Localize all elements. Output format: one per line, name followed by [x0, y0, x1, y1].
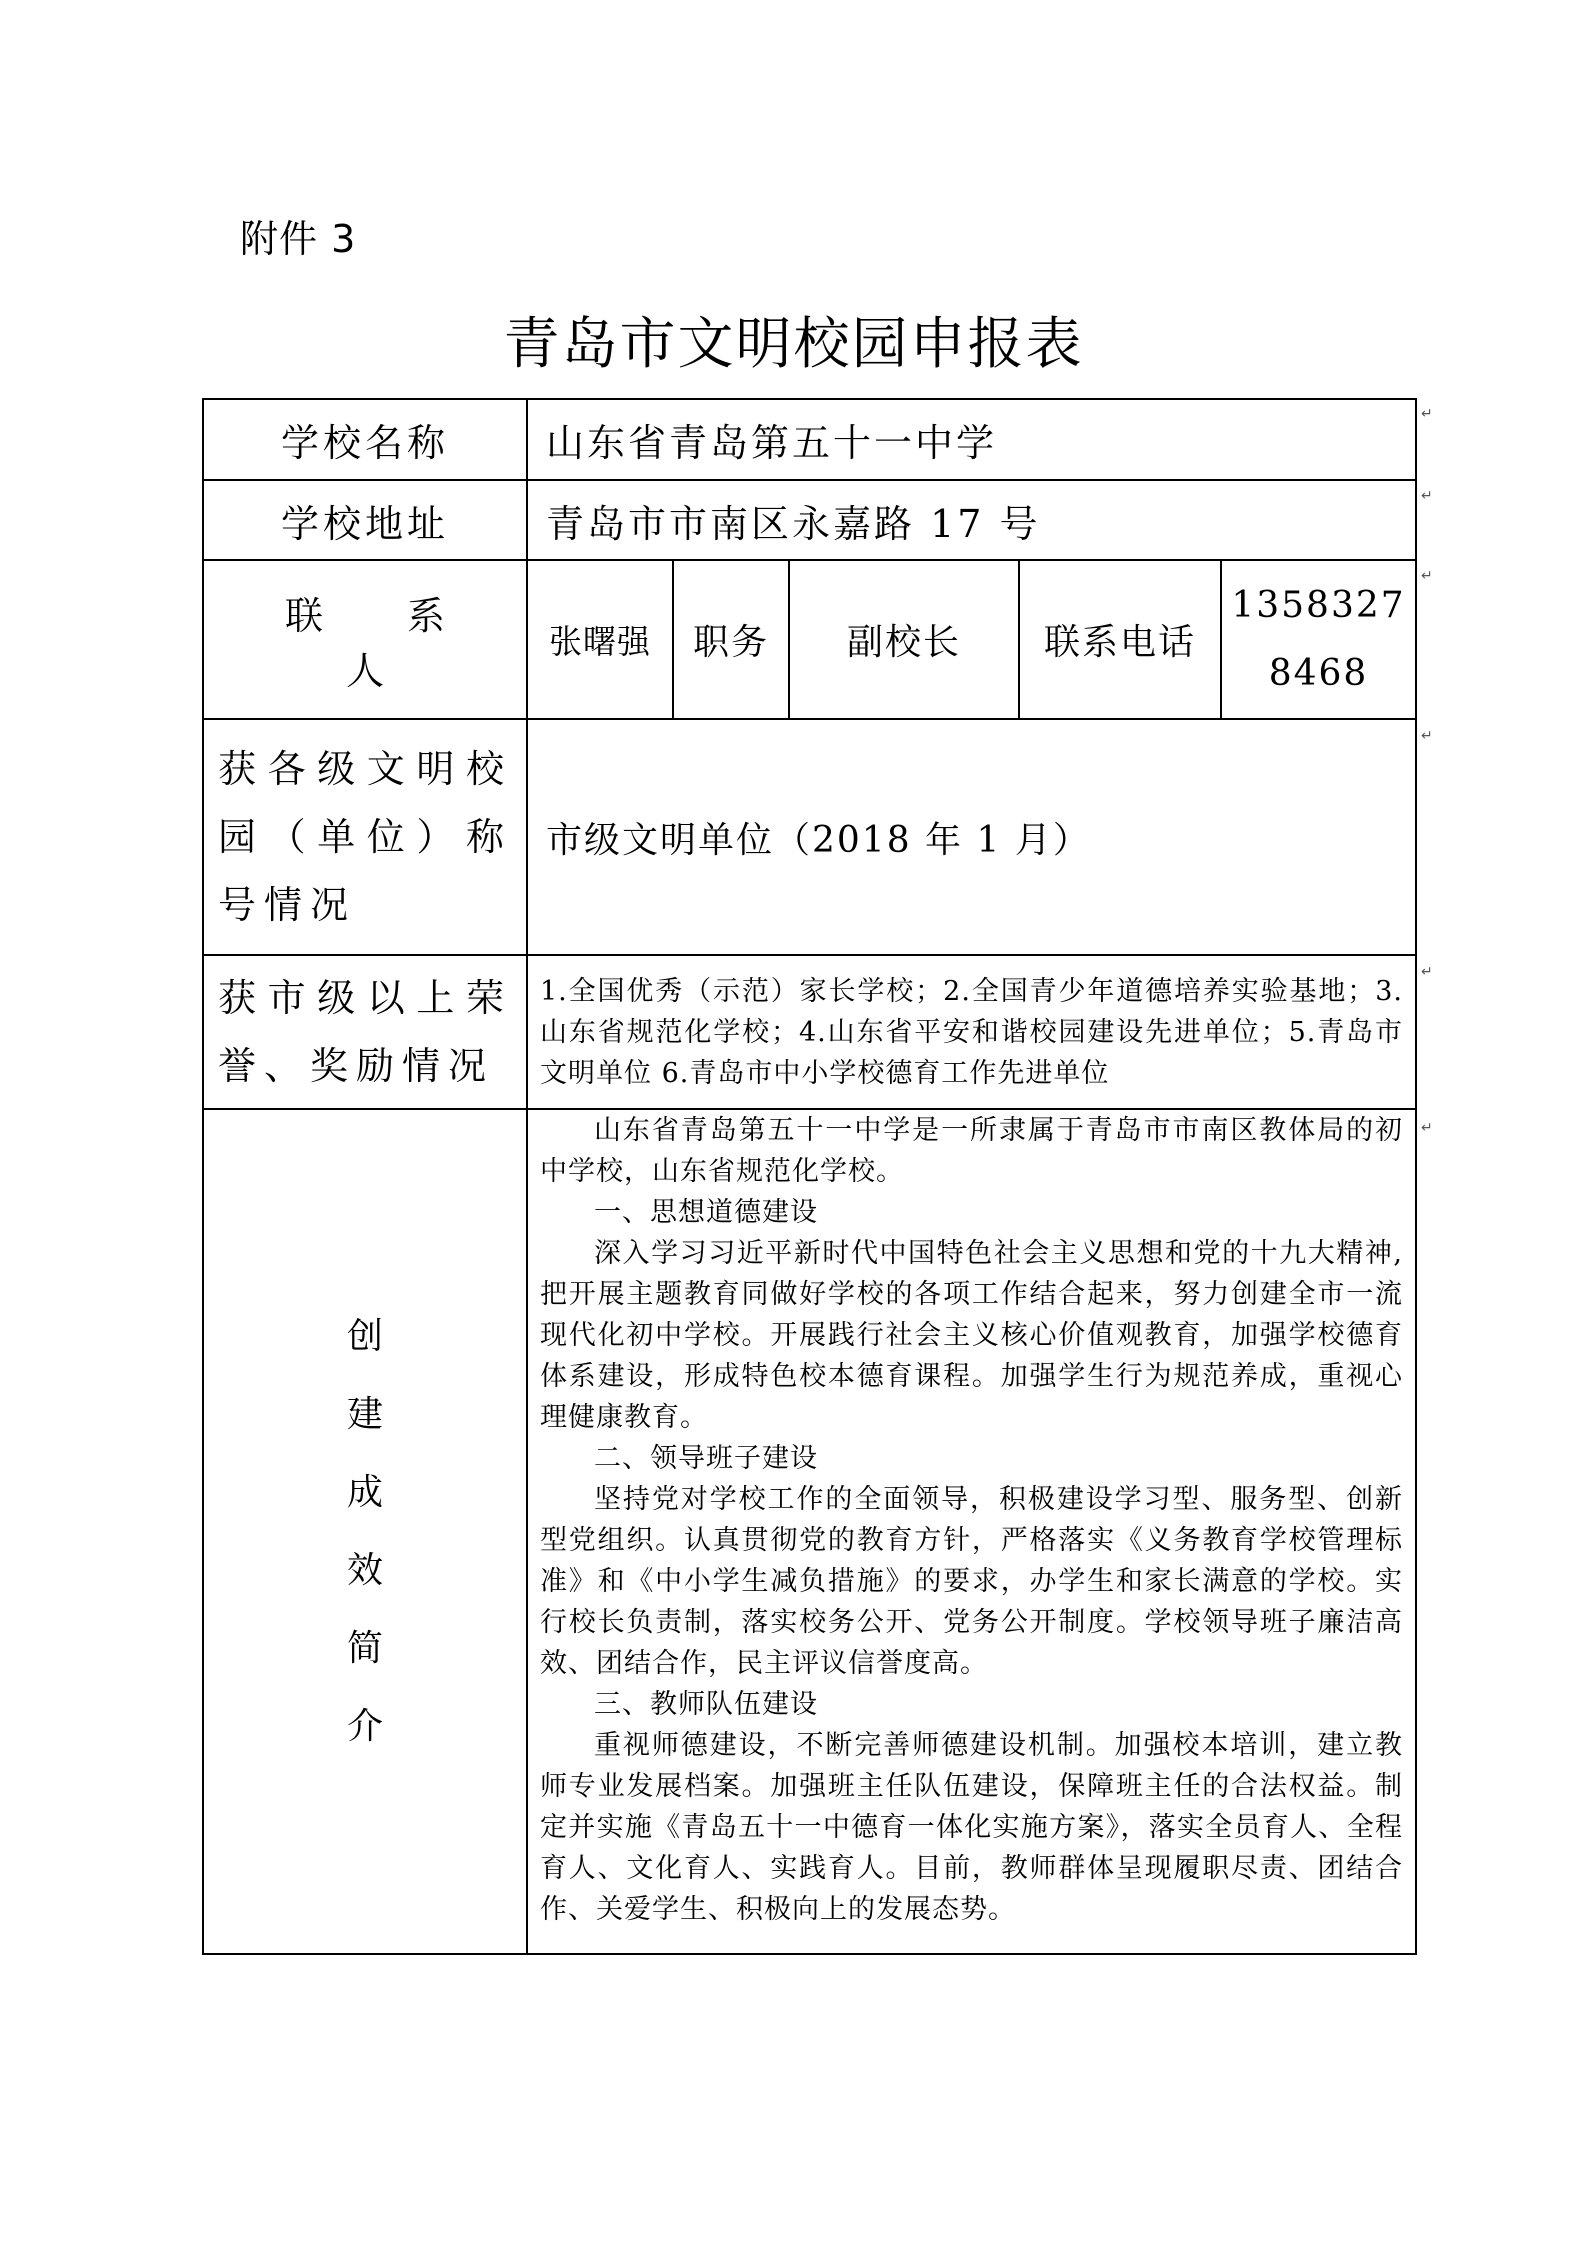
- summary-heading: 二、领导班子建设: [594, 1443, 818, 1474]
- summary-label-char: 成: [346, 1471, 383, 1513]
- school-address-value: 青岛市市南区永嘉路 17 号: [527, 480, 1416, 560]
- phone-line-1: 1358327: [1231, 584, 1406, 626]
- paragraph-mark-icon: ↵: [1421, 728, 1433, 744]
- summary-heading: 一、思想道德建设: [594, 1197, 818, 1228]
- attachment-label: 附件 3: [240, 217, 357, 261]
- summary-label-char: 简: [346, 1627, 383, 1669]
- row-contact: [203, 560, 1416, 719]
- phone-line-2: 8468: [1268, 652, 1369, 694]
- contact-label: 联 系 人: [203, 560, 527, 719]
- school-name-label: 学校名称: [203, 399, 527, 480]
- summary-label-char: 创: [346, 1315, 383, 1357]
- row-honors: [203, 955, 1416, 1109]
- summary-text: [527, 1109, 1416, 1954]
- honors-label: 获市级以上荣誉、奖励情况: [203, 955, 527, 1109]
- application-form-table: [202, 398, 1417, 1955]
- paragraph-mark-icon: ↵: [1421, 406, 1433, 422]
- summary-paragraph: 坚持党对学校工作的全面领导，积极建设学习型、服务型、创新型党组织。认真贯彻党的教育方针，严格落实《义务教育学校管理标准》和《中小学生减负措施》的要求，办学生和家长满意的学校。实行校长负责制，落实校务公开、党务公开制度。学校领导班子廉洁高效、团结合作，民主评议信誉度高。: [540, 1484, 1403, 1679]
- paragraph-mark-icon: ↵: [1421, 568, 1433, 584]
- paragraph-mark-icon: ↵: [1421, 964, 1433, 980]
- summary-label-char: 效: [346, 1549, 383, 1591]
- phone-value: [1221, 560, 1416, 719]
- civilization-titles-value: 市级文明单位（2018 年 1 月）: [527, 719, 1416, 955]
- contact-name: 张曙强: [527, 560, 673, 719]
- summary-paragraph: 深入学习习近平新时代中国特色社会主义思想和党的十九大精神,把开展主题教育同做好学校的各项工作结合起来，努力创建全市一流现代化初中学校。开展践行社会主义核心价值观教育，加强学校德育体系建设，形成特色校本德育课程。加强学生行为规范养成，重视心理健康教育。: [540, 1238, 1403, 1433]
- position-label: 职务: [673, 560, 789, 719]
- civilization-titles-label: 获各级文明校园（单位）称号情况: [203, 719, 527, 955]
- row-school-address: [203, 480, 1416, 560]
- paragraph-mark-icon: ↵: [1421, 488, 1433, 504]
- summary-label-char: 介: [346, 1705, 383, 1747]
- row-school-name: [203, 399, 1416, 480]
- phone-label: 联系电话: [1019, 560, 1221, 719]
- summary-paragraph: 重视师德建设，不断完善师德建设机制。加强校本培训，建立教师专业发展档案。加强班主任队伍建设，保障班主任的合法权益。制定并实施《青岛五十一中德育一体化实施方案》，落实全员育人、全程育人、文化育人、实践育人。目前，教师群体呈现履职尽责、团结合作、关爱学生、积极向上的发展态势。: [540, 1730, 1403, 1925]
- row-civilization-titles: [203, 719, 1416, 955]
- school-name-value: 山东省青岛第五十一中学: [527, 399, 1416, 480]
- summary-label: [203, 1109, 527, 1954]
- summary-heading: 三、教师队伍建设: [594, 1689, 818, 1720]
- school-address-label: 学校地址: [203, 480, 527, 560]
- paragraph-mark-icon: ↵: [1421, 1120, 1433, 1136]
- summary-paragraph: 山东省青岛第五十一中学是一所隶属于青岛市市南区教体局的初中学校，山东省规范化学校。: [540, 1115, 1403, 1187]
- position-value: 副校长: [789, 560, 1019, 719]
- document-title: 青岛市文明校园申报表: [503, 312, 1084, 377]
- summary-label-char: 建: [346, 1393, 383, 1435]
- row-summary: [203, 1109, 1416, 1954]
- honors-value: 1.全国优秀（示范）家长学校；2.全国青少年道德培养实验基地；3.山东省规范化学校；4.山东省平安和谐校园建设先进单位；5.青岛市文明单位 6.青岛市中小学校德育工作先进单位: [527, 955, 1416, 1109]
